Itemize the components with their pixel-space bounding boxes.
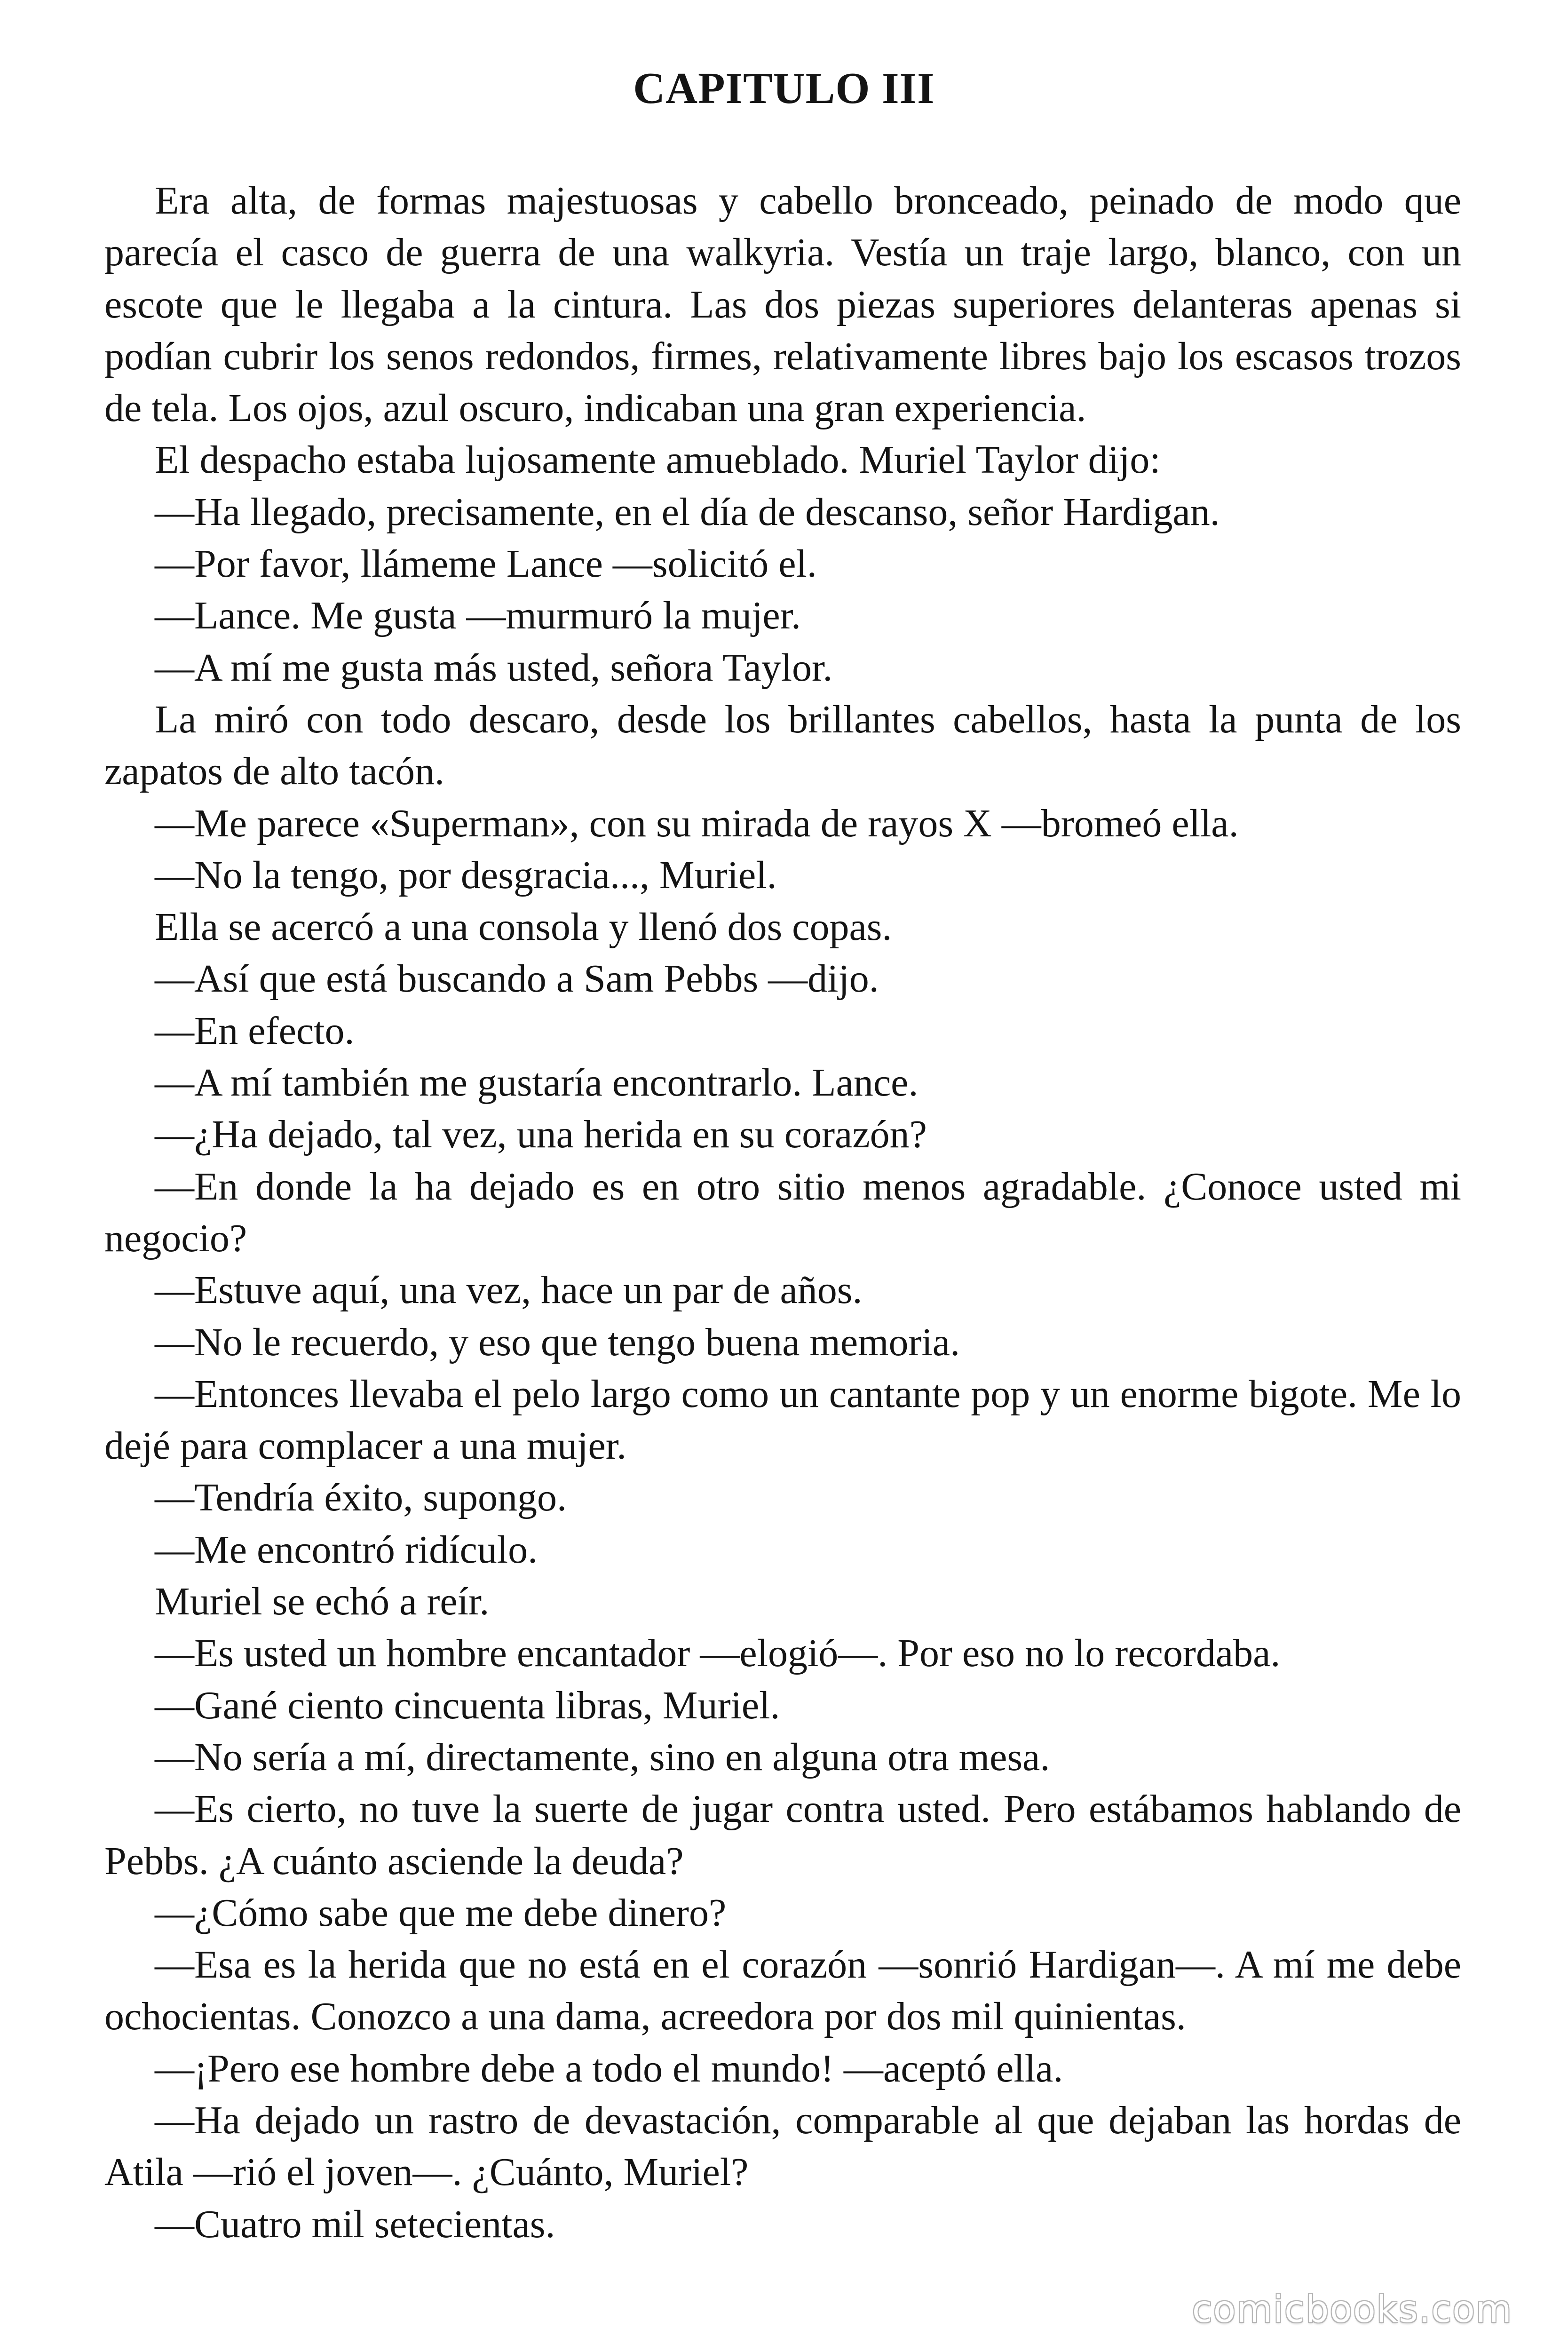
paragraph: —¿Cómo sabe que me debe dinero? bbox=[155, 1891, 727, 1935]
chapter-body bbox=[104, 175, 1461, 2250]
paragraph: —Tendría éxito, supongo. bbox=[155, 1476, 567, 1520]
paragraph: —Estuve aquí, una vez, hace un par de años. bbox=[155, 1268, 863, 1312]
paragraph: La miró con todo descaro, desde los brillantes cabellos, hasta la punta de los zapatos de alto tacón. bbox=[104, 697, 1461, 794]
paragraph: —Cuatro mil setecientas. bbox=[155, 2202, 555, 2246]
paragraph: —Así que está buscando a Sam Pebbs —dijo. bbox=[155, 957, 879, 1001]
paragraph: —Es usted un hombre encantador —elogió—. Por eso no lo recordaba. bbox=[155, 1631, 1281, 1676]
paragraph: El despacho estaba lujosamente amueblado. Muriel Taylor dijo: bbox=[155, 438, 1161, 482]
paragraph: —Es cierto, no tuve la suerte de jugar contra usted. Pero estábamos hablando de Pebbs. ¿A cuánto asciende la deuda? bbox=[104, 1787, 1461, 1883]
watermark: comicbooks.com bbox=[1192, 2288, 1513, 2331]
paragraph: —¿Ha dejado, tal vez, una herida en su corazón? bbox=[155, 1112, 927, 1157]
paragraph: —¡Pero ese hombre debe a todo el mundo! —aceptó ella. bbox=[155, 2046, 1063, 2090]
paragraph: —No la tengo, por desgracia..., Muriel. bbox=[155, 853, 777, 897]
paragraph: —Ha dejado un rastro de devastación, comparable al que dejaban las hordas de Atila —rió el joven—. ¿Cuánto, Muriel? bbox=[104, 2098, 1461, 2194]
paragraph: —Me parece «Superman», con su mirada de rayos X —bromeó ella. bbox=[155, 801, 1239, 845]
chapter-title: CAPITULO III bbox=[633, 64, 935, 113]
paragraph: —Lance. Me gusta —murmuró la mujer. bbox=[155, 594, 801, 638]
paragraph: —Esa es la herida que no está en el corazón —sonrió Hardigan—. A mí me debe ochocientas. Conozco a una dama, acreedora por dos mil quinientas. bbox=[104, 1943, 1461, 2039]
paragraph: —En donde la ha dejado es en otro sitio menos agradable. ¿Conoce usted mi negocio? bbox=[104, 1164, 1461, 1260]
paragraph: Muriel se echó a reír. bbox=[155, 1580, 490, 1624]
paragraph: —A mí me gusta más usted, señora Taylor. bbox=[155, 645, 833, 690]
paragraph: —Ha llegado, precisamente, en el día de descanso, señor Hardigan. bbox=[155, 490, 1220, 534]
paragraph: —A mí también me gustaría encontrarlo. Lance. bbox=[155, 1061, 919, 1105]
paragraph: —Gané ciento cincuenta libras, Muriel. bbox=[155, 1683, 780, 1727]
paragraph: —Entonces llevaba el pelo largo como un cantante pop y un enorme bigote. Me lo dejé para complacer a una mujer. bbox=[104, 1372, 1461, 1468]
paragraph: —No sería a mí, directamente, sino en alguna otra mesa. bbox=[155, 1735, 1050, 1779]
paragraph: —Por favor, llámeme Lance —solicitó el. bbox=[155, 542, 817, 586]
paragraph: Ella se acercó a una consola y llenó dos copas. bbox=[155, 905, 892, 949]
paragraph: —Me encontró ridículo. bbox=[155, 1527, 538, 1572]
paragraph: —En efecto. bbox=[155, 1009, 355, 1053]
paragraph: Era alta, de formas majestuosas y cabello bronceado, peinado de modo que parecía el casco de guerra de una walkyria. Vestía un traje largo, blanco, con un escote que le llegaba a la cintura. Las dos piezas superiores delanteras apenas si podían cubrir los senos redondos, firmes, relativamente libres bajo los escasos trozos de tela. Los ojos, azul oscuro, indicaban una gran experiencia. bbox=[104, 179, 1461, 430]
paragraph: —No le recuerdo, y eso que tengo buena memoria. bbox=[155, 1320, 960, 1364]
